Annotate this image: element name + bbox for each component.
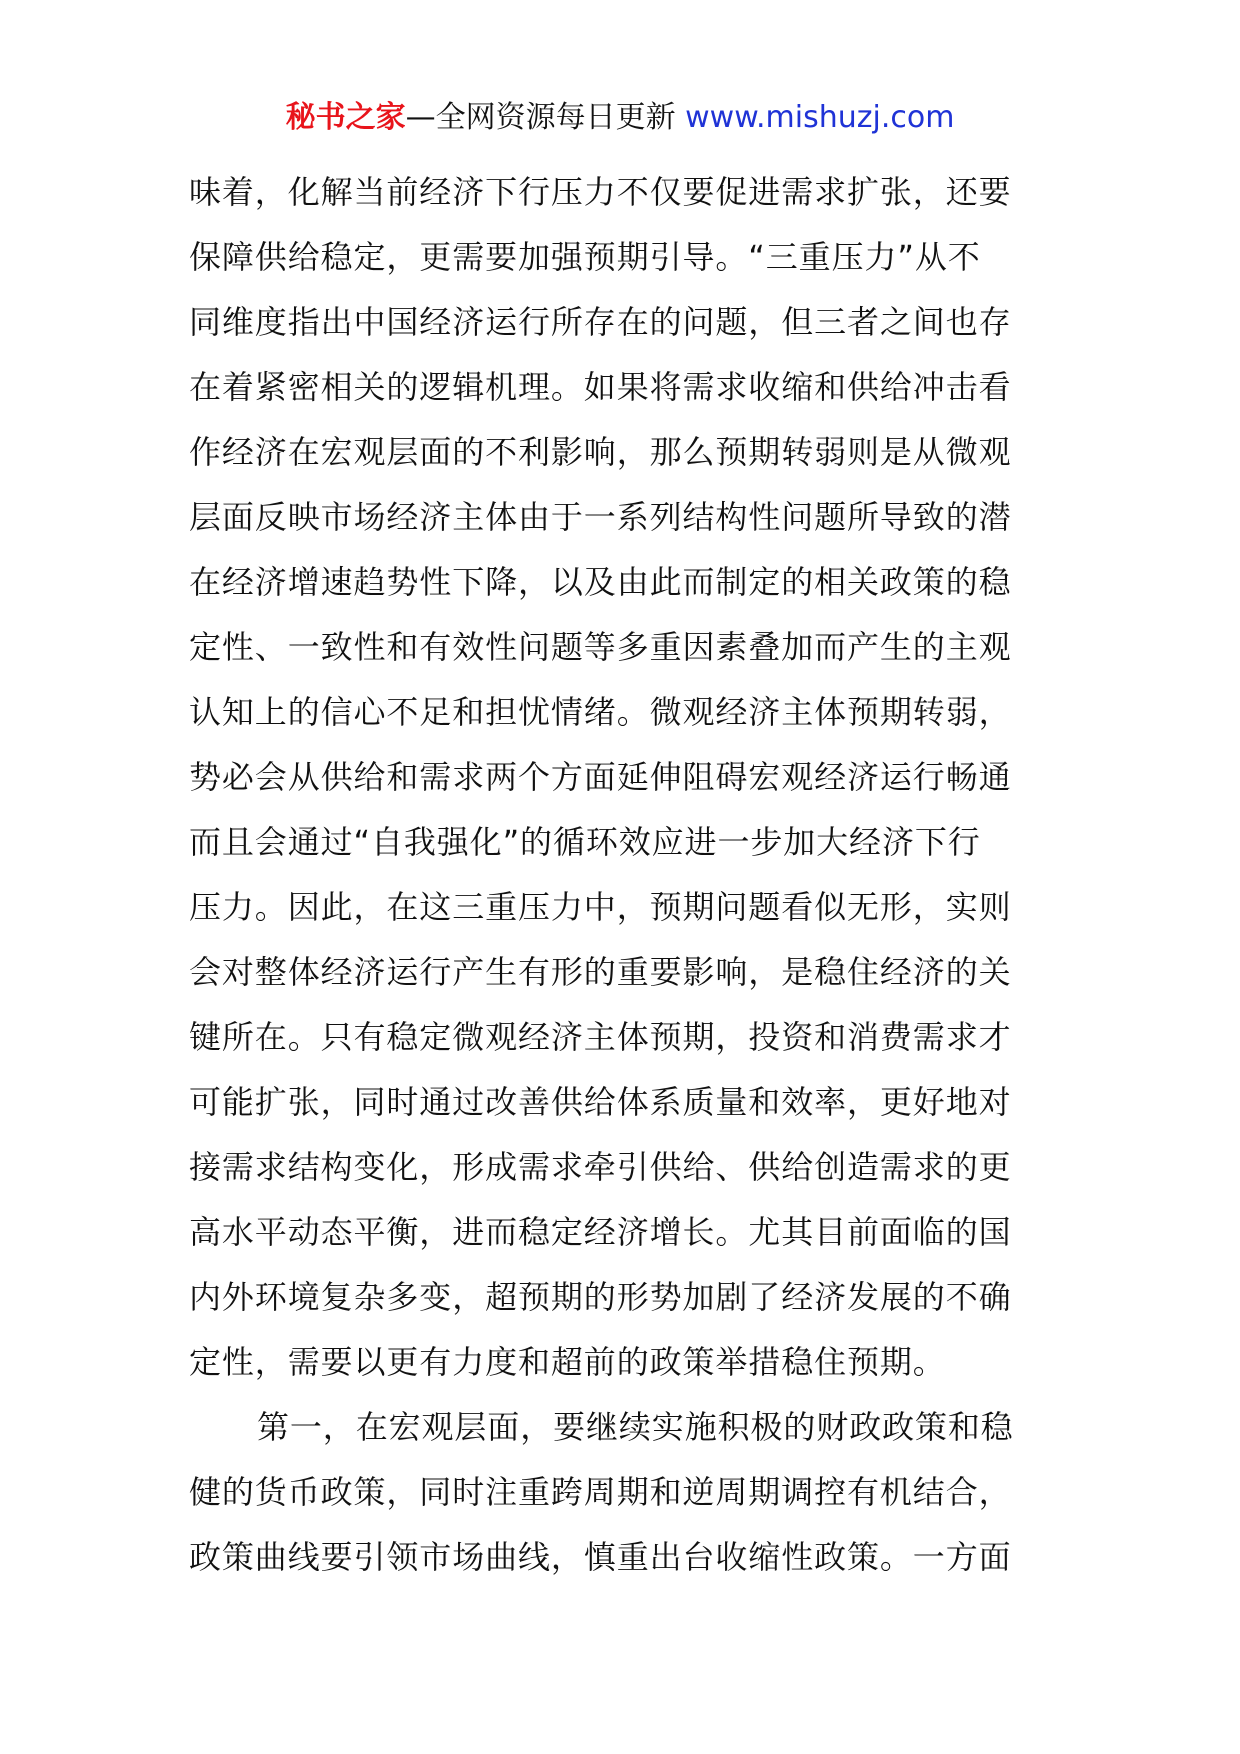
- body-line: 味着，化解当前经济下行压力不仅要促进需求扩张，还要: [189, 173, 1012, 211]
- body-line: 高水平动态平衡，进而稳定经济增长。尤其目前面临的国: [189, 1213, 1012, 1251]
- body-line: 而且会通过“自我强化”的循环效应进一步加大经济下行: [189, 823, 981, 861]
- body-line: 健的货币政策，同时注重跨周期和逆周期调控有机结合，: [189, 1473, 1012, 1511]
- body-line: 可能扩张，同时通过改善供给体系质量和效率，更好地对: [189, 1083, 1012, 1121]
- body-line: 压力。因此，在这三重压力中，预期问题看似无形，实则: [189, 888, 1012, 926]
- body-line: 内外环境复杂多变，超预期的形势加剧了经济发展的不确: [189, 1278, 1012, 1316]
- brand-name: 秘书之家: [285, 100, 406, 135]
- body-line: 势必会从供给和需求两个方面延伸阻碍宏观经济运行畅通: [189, 758, 1012, 796]
- body-line: 政策曲线要引领市场曲线，慎重出台收缩性政策。一方面: [189, 1538, 1012, 1576]
- body-line: 定性、一致性和有效性问题等多重因素叠加而产生的主观: [189, 628, 1012, 666]
- site-url-link[interactable]: www.mishuzj.com: [685, 100, 955, 135]
- document-body: [189, 160, 1059, 1590]
- header-tagline: —全网资源每日更新: [405, 100, 676, 135]
- site-header: [0, 98, 1240, 138]
- body-line: 保障供给稳定，更需要加强预期引导。“三重压力”从不: [189, 238, 981, 276]
- body-line: 接需求结构变化，形成需求牵引供给、供给创造需求的更: [189, 1148, 1012, 1186]
- body-line: 会对整体经济运行产生有形的重要影响，是稳住经济的关: [189, 953, 1012, 991]
- body-line: 层面反映市场经济主体由于一系列结构性问题所导致的潜: [189, 498, 1012, 536]
- body-line: 作经济在宏观层面的不利影响，那么预期转弱则是从微观: [189, 433, 1012, 471]
- body-line: 定性，需要以更有力度和超前的政策举措稳住预期。: [189, 1343, 946, 1381]
- body-line: 键所在。只有稳定微观经济主体预期，投资和消费需求才: [189, 1018, 1012, 1056]
- body-line: 在经济增速趋势性下降，以及由此而制定的相关政策的稳: [189, 563, 1012, 601]
- body-line: 同维度指出中国经济运行所存在的问题，但三者之间也存: [189, 303, 1012, 341]
- body-line: 在着紧密相关的逻辑机理。如果将需求收缩和供给冲击看: [189, 368, 1012, 406]
- body-line: 认知上的信心不足和担忧情绪。微观经济主体预期转弱，: [189, 693, 1012, 731]
- paragraph-first-line: 第一，在宏观层面，要继续实施积极的财政政策和稳: [257, 1408, 1014, 1446]
